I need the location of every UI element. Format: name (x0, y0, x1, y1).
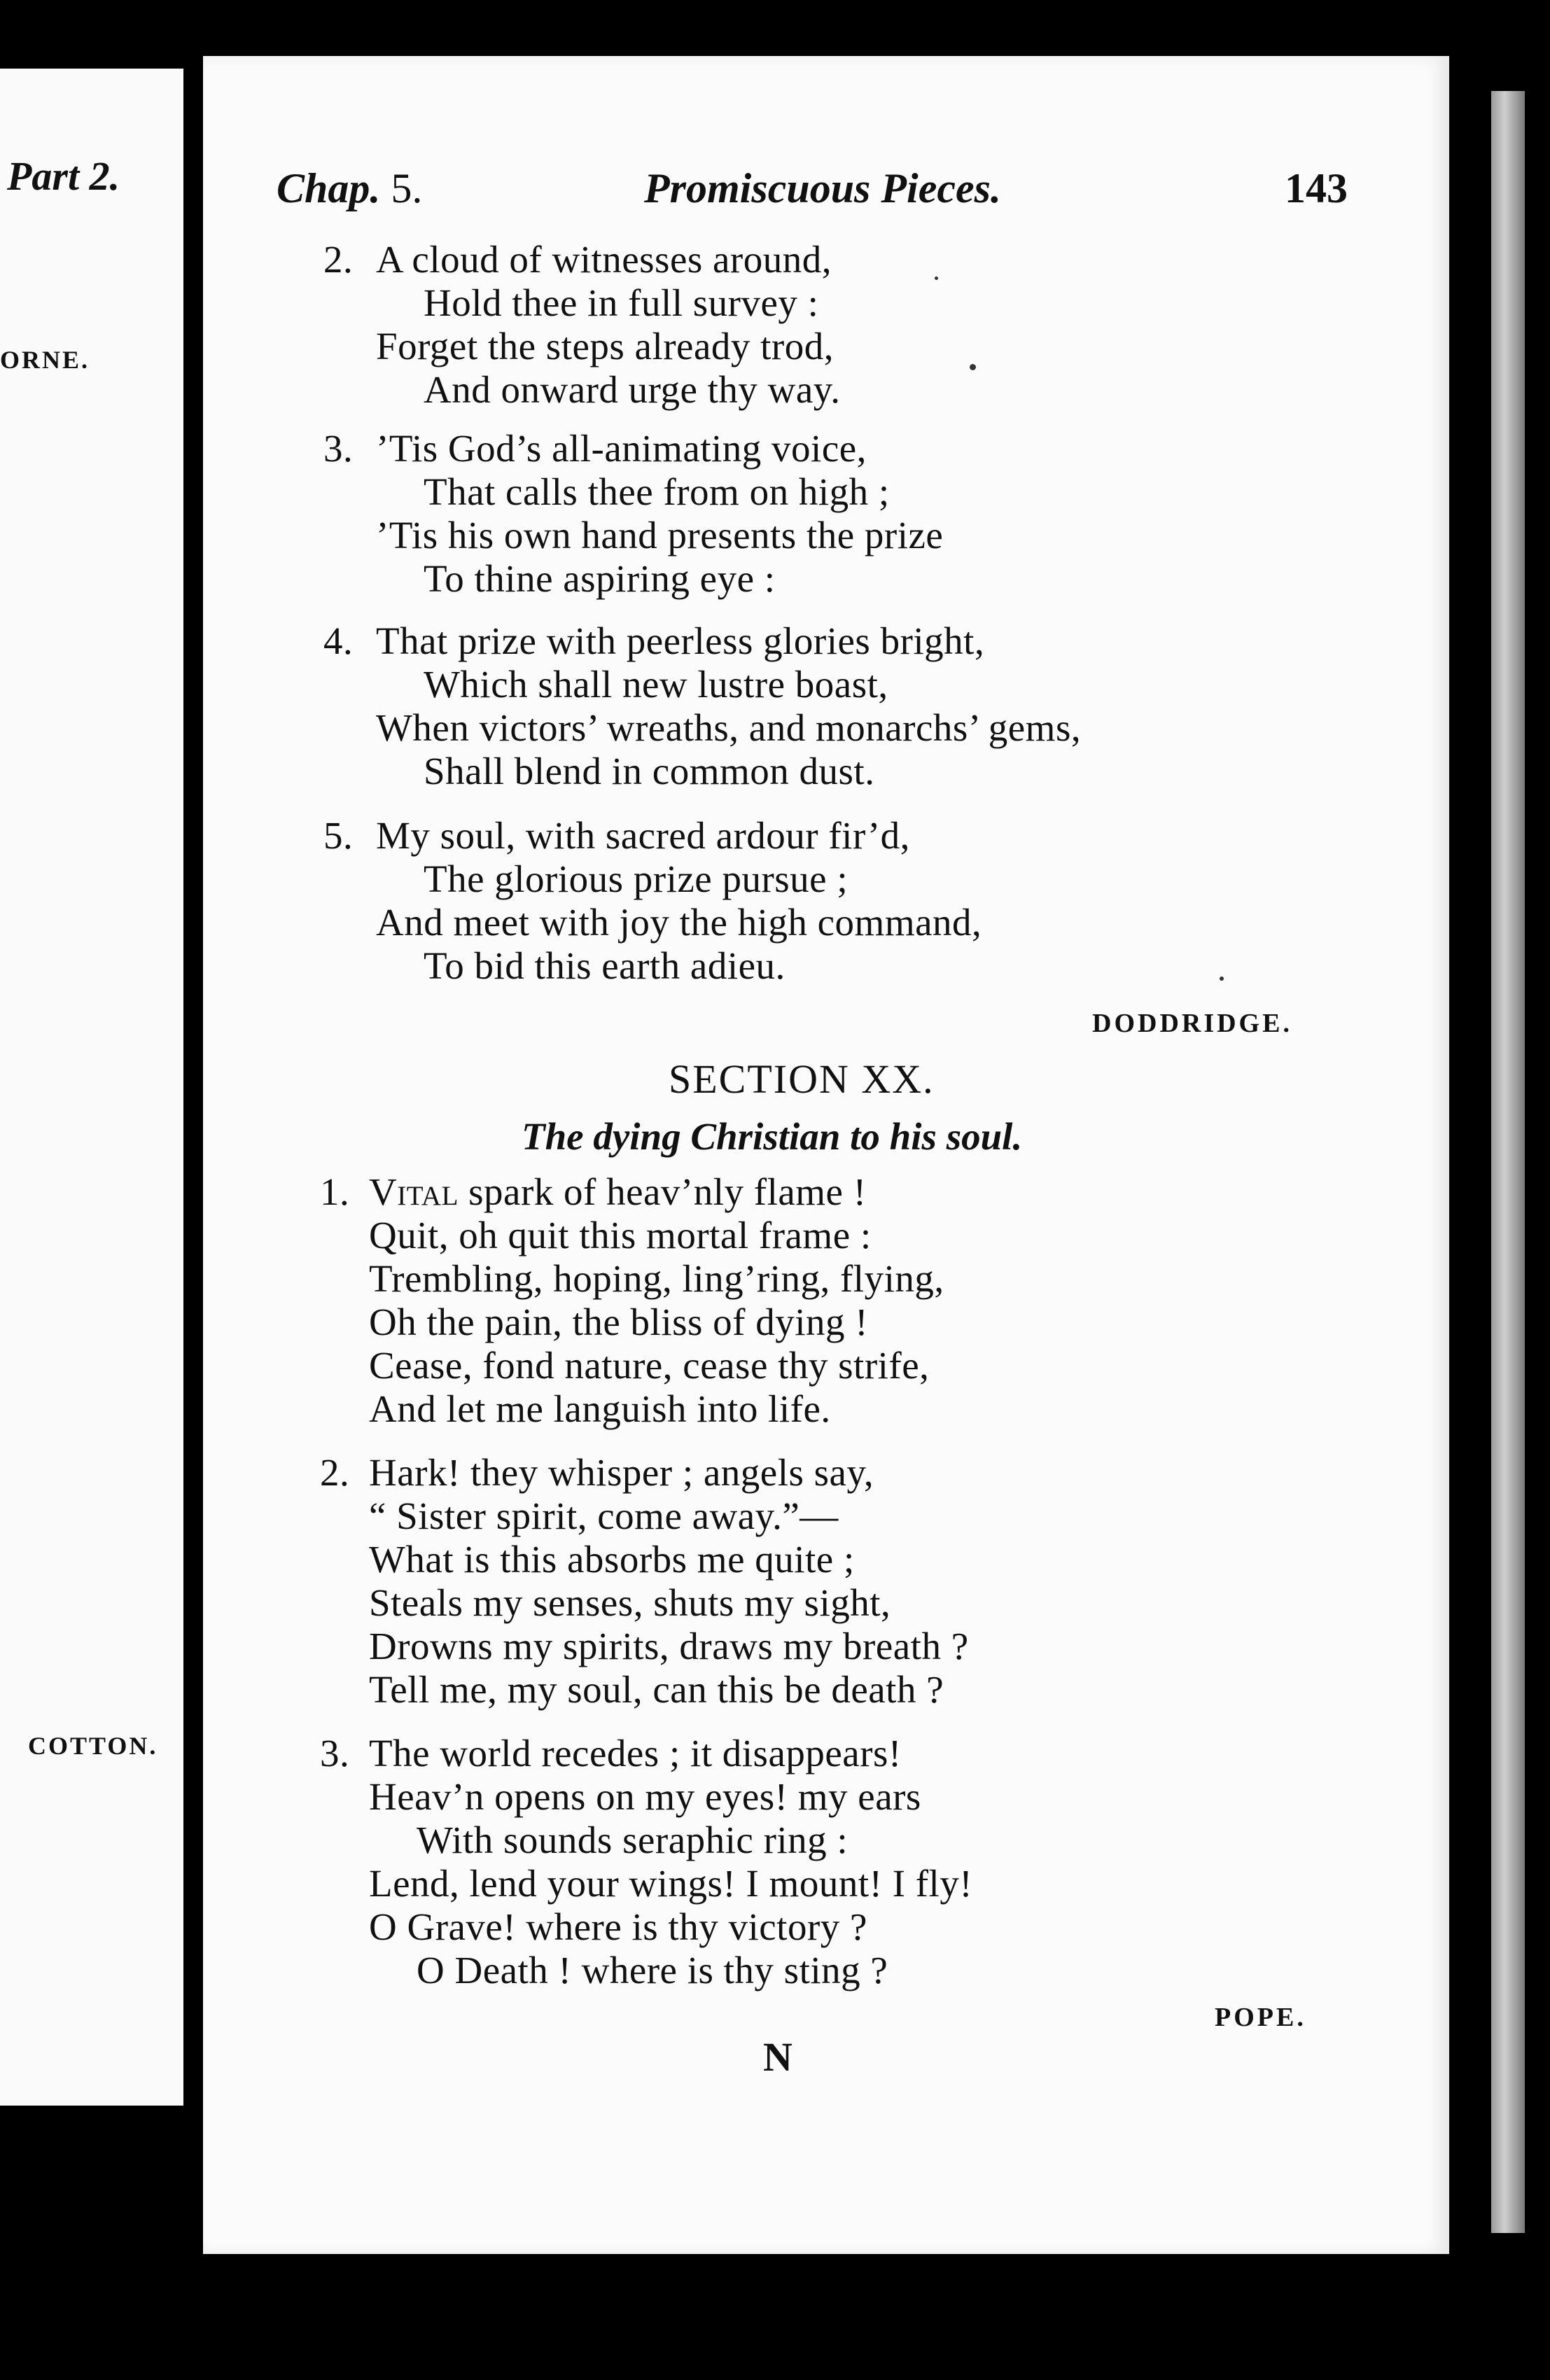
signature-mark: N (763, 2034, 793, 2080)
chapter-number: 5. (391, 165, 423, 211)
running-head-title: Promiscuous Pieces. (644, 165, 1001, 211)
attribution-pope: POPE. (1215, 2003, 1306, 2032)
poem-line: Cease, fond nature, cease thy strife, (369, 1344, 930, 1387)
poem-line-rest: spark of heav’nly flame ! (458, 1170, 867, 1213)
section-subtitle: The dying Christian to his soul. (522, 1115, 1023, 1158)
poem-line: O Death ! where is thy sting ? (417, 1949, 888, 1991)
poem-line: Shall blend in common dust. (424, 750, 875, 792)
poem-line: Trembling, hoping, ling’ring, flying, (369, 1257, 944, 1300)
stanza-number: 5. (323, 814, 354, 857)
stanza-number: 4. (323, 620, 354, 662)
stanza-number: 2. (323, 238, 354, 281)
attribution-doddridge: DODDRIDGE. (1092, 1009, 1292, 1038)
poem-line: Heav’n opens on my eyes! my ears (369, 1775, 921, 1818)
poem-line: Hold thee in full survey : (424, 281, 819, 324)
stanza-number: 3. (323, 427, 354, 470)
poem-line: And onward urge thy way. (424, 368, 841, 411)
left-page-author-bottom: COTTON. (28, 1732, 158, 1760)
ink-speck (1220, 976, 1224, 981)
poem-line: And let me languish into life. (369, 1387, 831, 1430)
poem-line: That calls thee from on high ; (424, 470, 890, 513)
poem-line: My soul, with sacred ardour fir’d, (376, 814, 910, 857)
poem-line: Which shall new lustre boast, (424, 663, 888, 706)
chapter-label: Chap. (277, 165, 381, 211)
running-head-chapter (277, 164, 422, 213)
page-edge (1491, 91, 1525, 2233)
poem-line: A cloud of witnesses around, (376, 238, 832, 281)
poem-line: With sounds seraphic ring : (417, 1819, 849, 1861)
poem-line: Forget the steps already trod, (376, 325, 834, 368)
poem-line: Tell me, my soul, can this be death ? (369, 1668, 944, 1711)
left-page (0, 69, 183, 2106)
poem-line: The world recedes ; it disappears! (369, 1732, 902, 1774)
poem-line: The glorious prize pursue ; (424, 858, 849, 900)
left-page-author-top: ORNE. (0, 346, 90, 374)
stanza-number: 2. (320, 1451, 350, 1494)
poem-line: To bid this earth adieu. (424, 944, 786, 987)
page-number: 143 (1285, 165, 1348, 211)
poem-line: To thine aspiring eye : (424, 557, 776, 600)
stanza-number: 1. (320, 1170, 350, 1213)
stanza-number: 3. (320, 1732, 350, 1774)
poem-line: Oh the pain, the bliss of dying ! (369, 1301, 869, 1343)
poem-line: O Grave! where is thy victory ? (369, 1905, 867, 1948)
ink-speck (935, 276, 938, 280)
poem-line: ’Tis God’s all-animating voice, (376, 427, 867, 470)
poem-line: Steals my senses, shuts my sight, (369, 1581, 891, 1624)
poem-line: Hark! they whisper ; angels say, (369, 1451, 874, 1494)
poem-line: “ Sister spirit, come away.”— (369, 1494, 839, 1537)
poem-line: ’Tis his own hand presents the prize (376, 514, 944, 556)
poem-line: That prize with peerless glories bright, (376, 620, 985, 662)
poem-line: Quit, oh quit this mortal frame : (369, 1214, 872, 1256)
poem-line: When victors’ wreaths, and monarchs’ gems, (376, 706, 1082, 749)
drop-word: Vital (369, 1170, 459, 1213)
section-title: SECTION XX. (669, 1056, 935, 1102)
poem-line: Lend, lend your wings! I mount! I fly! (369, 1862, 973, 1905)
poem-line: Drowns my spirits, draws my breath ? (369, 1625, 969, 1667)
poem-line: What is this absorbs me quite ; (369, 1538, 855, 1581)
ink-speck (970, 364, 976, 370)
left-page-part-label: Part 2. (7, 153, 120, 199)
poem-line-first (369, 1170, 867, 1214)
poem-line: And meet with joy the high command, (376, 901, 982, 944)
